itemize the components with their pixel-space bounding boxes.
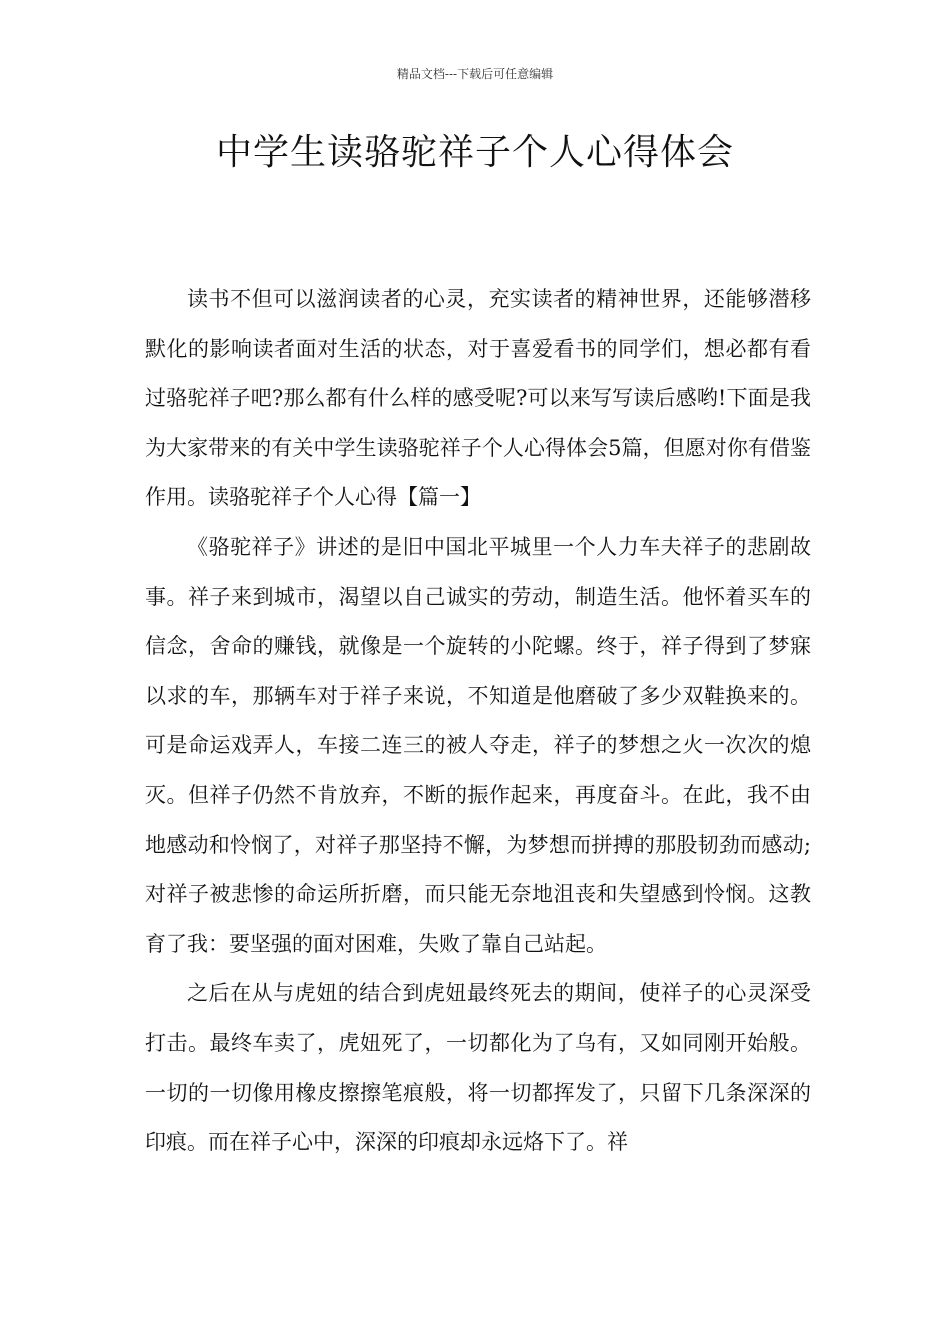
document-title: 中学生读骆驼祥子个人心得体会	[215, 132, 734, 173]
paragraph-story-summary: 《骆驼祥子》讲述的是旧中国北平城里一个人力车夫祥子的悲剧故事。祥子来到城市，渴望以自己诚实的劳动，制造生活。他怀着买车的信念，舍命的赚钱，就像是一个旋转的小陀螺。终于，祥子得到了梦寐以求的车，那辆车对于祥子来说，不知道是他磨破了多少双鞋换来的。可是命运戏弄人，车接二连三的被人夺走，祥子的梦想之火一次次的熄灭。但祥子仍然不肯放弃，不断的振作起来，再度奋斗。在此，我不由地感动和怜悯了，对祥子那坚持不懈，为梦想而拼搏的那股韧劲而感动;对祥子被悲惨的命运所折磨，而只能无奈地沮丧和失望感到怜悯。这教育了我：要坚强的面对困难，失败了靠自己站起。	[145, 534, 811, 956]
document-body	[145, 275, 811, 1168]
paragraph-later-events: 之后在从与虎妞的结合到虎妞最终死去的期间，使祥子的心灵深受打击。最终车卖了，虎妞死了，一切都化为了乌有，又如同刚开始般。一切的一切像用橡皮擦擦笔痕般，将一切都挥发了，只留下几条深深的印痕。而在祥子心中，深深的印痕却永远烙下了。祥	[145, 981, 811, 1155]
paragraph-intro: 读书不但可以滋润读者的心灵，充实读者的精神世界，还能够潜移默化的影响读者面对生活的状态，对于喜爱看书的同学们，想必都有看过骆驼祥子吧?那么都有什么样的感受呢?可以来写写读后感哟!下面是我为大家带来的有关中学生读骆驼祥子个人心得体会5篇，但愿对你有借鉴作用。读骆驼祥子个人心得【篇一】	[145, 287, 811, 510]
header-note: 精品文档---下载后可任意编辑	[396, 67, 554, 81]
